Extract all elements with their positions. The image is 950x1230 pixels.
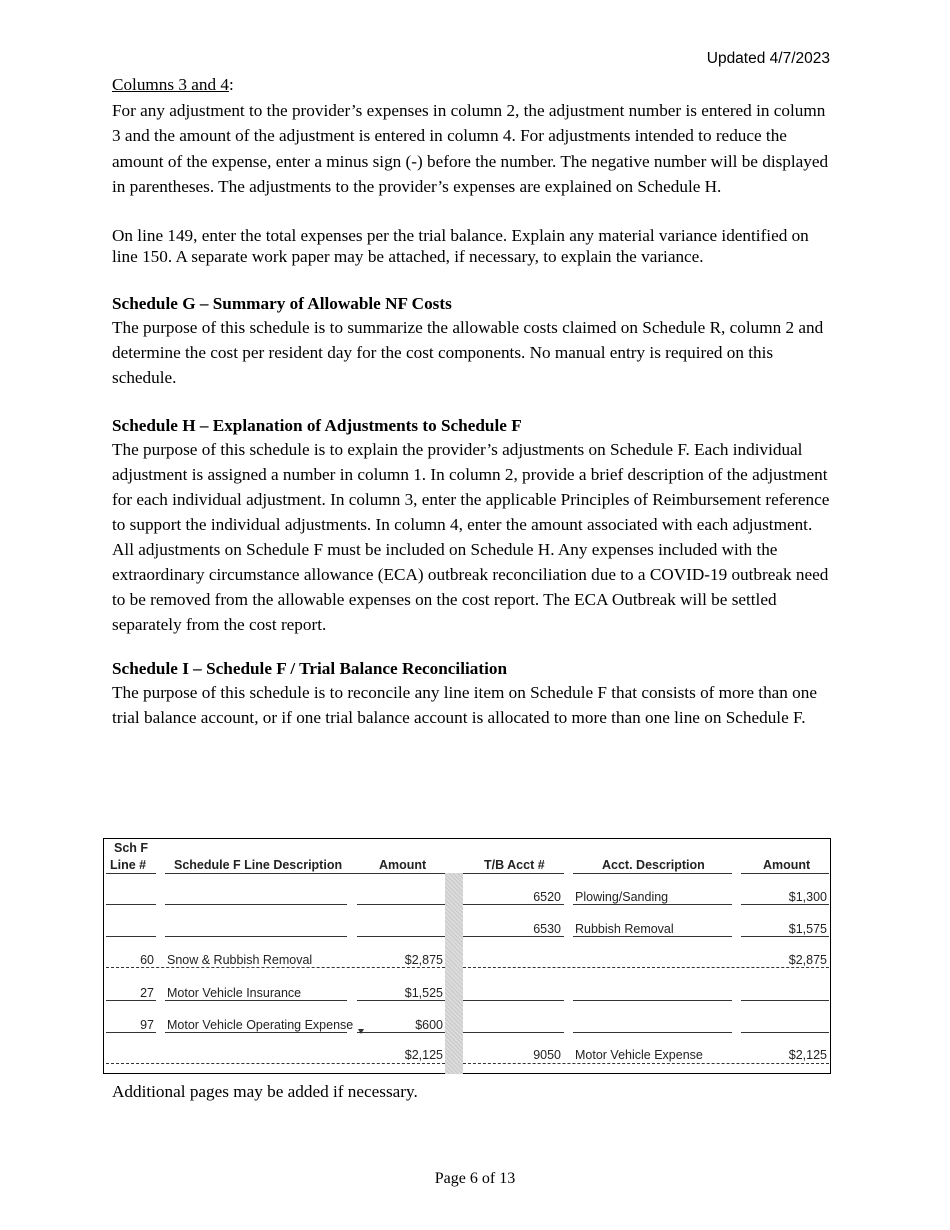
row-2-rule: [165, 936, 347, 937]
row-3-amount-2: $2,875: [788, 953, 827, 967]
row-1-rule: [106, 904, 156, 905]
row-1-rule: [463, 904, 564, 905]
row-5-rule: [741, 1032, 829, 1033]
row-2-acct-description: Rubbish Removal: [575, 922, 674, 936]
row-5-line-num: 97: [140, 1018, 154, 1032]
header-amount-2: Amount: [763, 858, 811, 872]
row-6-amount: $2,125: [404, 1048, 443, 1062]
row-1-acct-description: Plowing/Sanding: [575, 890, 669, 904]
row-5-amount: $600: [415, 1018, 443, 1032]
row-4-amount: $1,525: [404, 986, 443, 1000]
row-2-amount-2: $1,575: [788, 922, 827, 936]
row-4-description: Motor Vehicle Insurance: [167, 986, 302, 1000]
header-underline: [741, 873, 829, 874]
row-1-rule: [741, 904, 829, 905]
bracket-tick-icon: [358, 1029, 364, 1034]
header-tb-acct: T/B Acct #: [484, 858, 545, 872]
row-1-rule: [573, 904, 732, 905]
row-4-rule: [741, 1000, 829, 1001]
row-2-rule: [106, 936, 156, 937]
header-acct-description: Acct. Description: [602, 858, 705, 872]
header-underline: [357, 873, 445, 874]
row-5-rule: [165, 1032, 347, 1033]
header-underline: [573, 873, 732, 874]
row-6-amount-2: $2,125: [788, 1048, 827, 1062]
row-3-description: Snow & Rubbish Removal: [167, 953, 313, 967]
row-3-amount: $2,875: [404, 953, 443, 967]
schedule-g-body: The purpose of this schedule is to summarize the allowable costs claimed on Schedule R, column 2 and determine the cost per resident day for the cost components. No manual entry is required on this schedule.: [112, 317, 824, 387]
header-sch-f: Sch F: [114, 841, 149, 855]
row-2-rule: [741, 936, 829, 937]
schedule-h-title: Schedule H – Explanation of Adjustments to Schedule F: [112, 415, 522, 435]
updated-date: Updated 4/7/2023: [706, 50, 830, 67]
schedule-i-title: Schedule I – Schedule F / Trial Balance Reconciliation: [112, 658, 508, 678]
row-4-line-num: 27: [140, 986, 154, 1000]
row-4-rule: [106, 1000, 156, 1001]
row-5-rule: [357, 1032, 445, 1033]
row-1-amount-2: $1,300: [788, 890, 827, 904]
schedule-i-body: The purpose of this schedule is to reconcile any line item on Schedule F that consists of more than one trial balance account, or if one trial balance account is allocated to more than one line on Schedule F.: [112, 682, 817, 727]
row-5-rule: [463, 1032, 564, 1033]
line-149-paragraph: On line 149, enter the total expenses per the trial balance. Explain any material variance identified on line 150. A separate work paper may be attached, if necessary, to explain the variance.: [112, 225, 809, 266]
schedule-g-title: Schedule G – Summary of Allowable NF Costs: [112, 293, 452, 313]
row-4-rule: [573, 1000, 732, 1001]
row-2-tb-acct: 6530: [533, 922, 561, 936]
columns-3-4-heading: Columns 3 and 4: [112, 75, 229, 94]
row-2-rule: [573, 936, 732, 937]
columns-3-4-colon: :: [228, 75, 234, 94]
row-6-dashed-rule: [463, 1063, 829, 1064]
additional-pages-note: Additional pages may be added if necessary.: [112, 1082, 418, 1101]
row-1-rule: [165, 904, 347, 905]
header-amount: Amount: [379, 858, 427, 872]
row-4-rule: [463, 1000, 564, 1001]
row-5-rule: [106, 1032, 156, 1033]
row-5-rule: [573, 1032, 732, 1033]
row-6-acct-description: Motor Vehicle Expense: [575, 1048, 703, 1062]
document-body: [112, 72, 832, 730]
header-underline: [463, 873, 564, 874]
page-number: Page 6 of 13: [434, 1170, 516, 1187]
shaded-separator: [445, 873, 463, 1074]
row-5-description: Motor Vehicle Operating Expense: [167, 1018, 354, 1032]
header-line-num: Line #: [110, 858, 147, 872]
row-1-tb-acct: 6520: [533, 890, 561, 904]
row-3-dashed-rule: [106, 967, 445, 968]
header-line-description: Schedule F Line Description: [174, 858, 343, 872]
row-6-dashed-rule: [106, 1063, 445, 1064]
schedule-h-body: The purpose of this schedule is to explain the provider’s adjustments on Schedule F. Each individual adjustment is assigned a number in column 1. In column 2, provide a brief description of the adjustment for each individual adjustment. In column 3, enter the applicable Principles of Reimbursement reference to support the individual adjustments. In column 4, enter the amount associated with each adjustment. All adjustments on Schedule F must be included on Schedule H. Any expenses included with the extraordinary circumstance allowance (ECA) outbreak reconciliation due to a COVID-19 outbreak need to be removed from the allowable expenses on the cost report. The ECA Outbreak will be settled separately from the cost report.: [112, 439, 830, 634]
columns-3-4-body: For any adjustment to the provider’s expenses in column 2, the adjustment number is entered in column 3 and the amount of the adjustment is entered in column 4. For adjustments intended to reduce the amount of the expense, enter a minus sign (-) before the number. The negative number will be displayed in parentheses. The adjustments to the provider’s expenses are explained on Schedule H.: [112, 100, 829, 196]
row-3-line-num: 60: [140, 953, 154, 967]
row-2-rule: [357, 936, 445, 937]
row-2-rule: [463, 936, 564, 937]
row-4-rule: [357, 1000, 445, 1001]
header-underline: [106, 873, 156, 874]
row-1-rule: [357, 904, 445, 905]
reconciliation-example-table: [103, 838, 831, 1074]
row-3-dashed-rule: [463, 967, 829, 968]
columns-3-4-paragraph: [112, 72, 832, 200]
row-4-rule: [165, 1000, 347, 1001]
row-6-tb-acct: 9050: [533, 1048, 561, 1062]
